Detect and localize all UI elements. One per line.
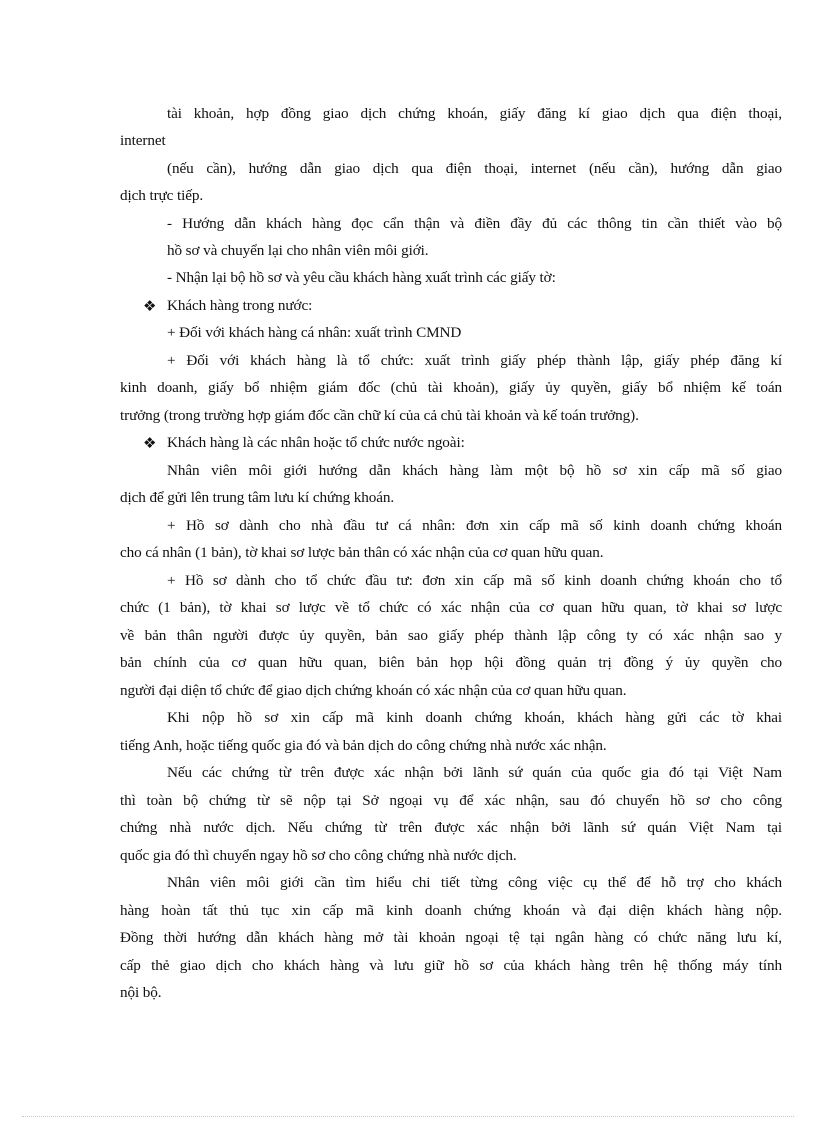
paragraph-line: về bản thân người được ủy quyền, bản sao giấy phép thành lập công ty có xác nhận sao y (120, 627, 782, 644)
diamond-bullet-icon: ❖ (143, 297, 157, 315)
paragraph-line: + Hồ sơ dành cho nhà đầu tư cá nhân: đơn xin cấp mã số kinh doanh chứng khoán (167, 517, 782, 534)
paragraph-line: trưởng (trong trường hợp giám đốc cần chữ kí của cả chủ tài khoản và kế toán trưởng). (120, 407, 639, 424)
paragraph-line: nội bộ. (120, 984, 162, 1001)
paragraph-line: + Đối với khách hàng là tổ chức: xuất trình giấy phép thành lập, giấy phép đăng kí (167, 352, 782, 369)
paragraph-line: thì toàn bộ chứng từ sẽ nộp tại Sở ngoại vụ để xác nhận, sau đó chuyển hồ sơ cho công (120, 792, 782, 809)
paragraph-line: cấp thẻ giao dịch cho khách hàng và lưu giữ hồ sơ của khách hàng trên hệ thống máy tính (120, 957, 782, 974)
paragraph-line: bản chính của cơ quan hữu quan, biên bản họp hội đồng quản trị đồng ý ủy quyền cho (120, 654, 782, 671)
paragraph-line: cho cá nhân (1 bản), tờ khai sơ lược bản thân có xác nhận của cơ quan hữu quan. (120, 544, 604, 561)
paragraph-line: kinh doanh, giấy bổ nhiệm giám đốc (chủ tài khoản), giấy ủy quyền, giấy bổ nhiệm kế toán (120, 379, 782, 396)
diamond-bullet-icon: ❖ (143, 434, 157, 452)
paragraph-line: người đại diện tổ chức để giao dịch chứng khoán có xác nhận của cơ quan hữu quan. (120, 682, 627, 699)
paragraph-line: - Nhận lại bộ hồ sơ và yêu cầu khách hàng xuất trình các giấy tờ: (167, 269, 556, 286)
paragraph-line: tài khoản, hợp đồng giao dịch chứng khoán, giấy đăng kí giao dịch qua điện thoại, (167, 105, 782, 122)
paragraph-line: Nếu các chứng từ trên được xác nhận bởi lãnh sứ quán của quốc gia đó tại Việt Nam (167, 764, 782, 781)
paragraph-line: Nhân viên môi giới cần tìm hiểu chi tiết từng công việc cụ thể để hỗ trợ cho khách (167, 874, 782, 891)
page-bottom-divider (22, 1116, 794, 1117)
paragraph-line: Nhân viên môi giới hướng dẫn khách hàng làm một bộ hồ sơ xin cấp mã số giao (167, 462, 782, 479)
paragraph-line: dịch để gửi lên trung tâm lưu kí chứng khoán. (120, 489, 395, 506)
paragraph-line: + Đối với khách hàng cá nhân: xuất trình CMND (167, 324, 462, 341)
bullet-heading: Khách hàng là các nhân hoặc tổ chức nước ngoài: (167, 434, 465, 451)
paragraph-line: - Hướng dẫn khách hàng đọc cẩn thận và điền đầy đủ các thông tin cần thiết vào bộ (167, 215, 782, 232)
paragraph-line: chức (1 bản), tờ khai sơ lược về tổ chức có xác nhận của cơ quan hữu quan, tờ khai sơ lược (120, 599, 782, 616)
paragraph-line: hồ sơ và chuyển lại cho nhân viên môi giới. (167, 242, 429, 259)
paragraph-line: Đồng thời hướng dẫn khách hàng mở tài khoản ngoại tệ tại ngân hàng có chức năng lưu kí, (120, 929, 782, 946)
paragraph-line: dịch trực tiếp. (120, 187, 204, 204)
paragraph-line: hàng hoàn tất thủ tục xin cấp mã kinh doanh chứng khoán và đại diện khách hàng nộp. (120, 902, 782, 919)
paragraph-line: (nếu cần), hướng dẫn giao dịch qua điện thoại, internet (nếu cần), hướng dẫn giao (167, 160, 782, 177)
paragraph-line: quốc gia đó thì chuyển ngay hồ sơ cho công chứng nhà nước dịch. (120, 847, 517, 864)
paragraph-line: + Hồ sơ dành cho tổ chức đầu tư: đơn xin cấp mã số kinh doanh chứng khoán cho tổ (167, 572, 782, 589)
paragraph-line: Khi nộp hồ sơ xin cấp mã kinh doanh chứng khoán, khách hàng gửi các tờ khai (167, 709, 782, 726)
paragraph-line: tiếng Anh, hoặc tiếng quốc gia đó và bản dịch do công chứng nhà nước xác nhận. (120, 737, 607, 754)
bullet-heading: Khách hàng trong nước: (167, 297, 313, 314)
paragraph-line: chứng nhà nước dịch. Nếu chứng từ trên được xác nhận bởi lãnh sứ quán Việt Nam tại (120, 819, 782, 836)
paragraph-line: internet (120, 132, 166, 149)
